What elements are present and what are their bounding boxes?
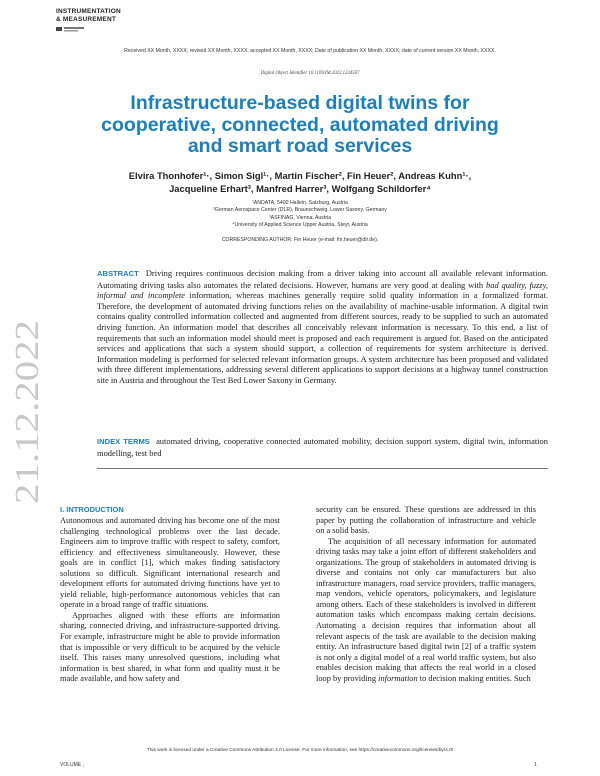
index-terms-label: INDEX TERMS (97, 437, 150, 446)
abstract-text-italic: bad quality, fuzzy, informal and incomplete (97, 279, 548, 301)
date-stamp-text: 21.12.2022 (9, 351, 46, 504)
abstract-text-1: Driving requires continuous decision making from a driver taking into account all available relevant information. Automating driving tasks also automates the related decisions. However, humans are very good at dealing with (97, 268, 548, 290)
abstract (97, 268, 548, 386)
logo-text-line2: & MEASUREMENT (56, 16, 117, 23)
volume-label: VOLUME , (60, 762, 84, 768)
author-list (110, 170, 490, 195)
intro-paragraph-4-text-a: The acquisition of all necessary information for automated driving tasks may take a joint effort of different stakeholders and organizations. The group of stakeholders in automated driving is diverse and contains not only car manufacturers but also infrastructure managers, road service providers, traffic managers, map vendors, vehicle operators, policymakers, and legislature among others. Each of these stakeholders is involved in different automation tasks which encompass making certain decisions. Automating a decision requires that information about all relevant aspects of the task are available to the decision making entity. An infrastructure based digital twin [2] of a traffic system is not only a digital model of a real world traffic system, but also enables decision making that affects the real world in a closed loop by providing (316, 536, 536, 683)
affiliation-3: ³ASFINAG, Vienna, Austria (268, 214, 332, 221)
index-terms (97, 436, 548, 458)
column-left (60, 505, 280, 685)
section-divider (97, 468, 548, 469)
date-stamp (2, 310, 48, 510)
doi-line: Digital Object Identifier 10.1109/IM.2022.1234567 (260, 71, 360, 76)
paper-title: Infrastructure-based digital twins for cooperative, connected, automated driving and smart road services (101, 92, 499, 157)
intro-paragraph-4-italic: information (378, 673, 418, 683)
section-heading-introduction: I. INTRODUCTION (60, 505, 124, 514)
journal-logo (56, 8, 126, 38)
corresponding-author: CORRESPONDING AUTHOR: Fin Heuer (e-mail: fin.heuer@dlr.de). (221, 237, 379, 243)
column-right (316, 505, 536, 684)
license-notice: This work is licensed under a Creative Commons Attribution 4.0 License. For more information, see https://creativecommons.org/licenses/by/4.0/ (146, 748, 454, 753)
intro-paragraph-2: Approaches aligned with these efforts are information sharing, connected driving, and infrastructure-supported driving. For example, infrastructure might be able to provide information that is impossible or very difficult to be acquired by the vehicle itself. This raises many unresolved questions, including what information is best shared, in what form and quality must it be made available, and how safety and (60, 610, 280, 684)
received-dates: Received XX Month, XXXX; revised XX Month, XXXX; accepted XX Month, XXXX; Date of publication XX Month, XXXX; date of current version XX Month, XXXX. (124, 48, 496, 54)
intro-paragraph-1: Autonomous and automated driving has become one of the most challenging technological problems over the last decade. Engineers aim to improve traffic with respect to safety, comfort, efficiency and effectiveness simultaneously. However, these goals are in conflict [1], which makes finding satisfactory solutions so difficult. Significant international research and development efforts for automated driving functions have yet to yield reliable, high-performance autonomous vehicles that can operate in a broad range of traffic situations. (60, 516, 280, 610)
author-line-1: Elvira Thonhofer¹·, Simon Sigl¹·, Martin Fischer², Fin Heuer², Andreas Kuhn¹·, (128, 170, 472, 181)
affiliation-2: ²German Aerospace Center (DLR), Braunschweig, Lower Saxony, Germany (213, 207, 387, 214)
abstract-text-2: information, whereas machines generally require solid quality information in a formalized format. Therefore, the development of automated driving functions relies on the availability of machine-usable information. A digital twin contains quality controlled information collected and augmented from different sources, ready to be supplied to such an automated driving function. An information model that describes all conceivably relevant information is necessary. To this end, a list of requirements that such an information model should meet is proposed and each requirement is argued for. Based on the anticipated services and applications that such a system should support, a collection of requirements for system architecture is derived. Information modeling is performed for selected relevant information groups. A system architecture has been proposed and validated with three different implementations, addressing several different applications to support decisions at a highway tunnel construction site in Austria and throughout the Test Bed Lower Saxony in Germany. (97, 290, 549, 385)
affiliation-1: ¹ANDATA, 5400 Hallein, Salzburg, Austria (252, 200, 348, 206)
logo-text-line1: INSTRUMENTATION (56, 8, 121, 15)
intro-paragraph-4-text-b: to decision making entities. Such (417, 673, 531, 683)
author-line-2: Jacqueline Erhart³, Manfred Harrer³, Wolfgang Schildorfer⁴ (169, 182, 431, 194)
affiliation-4: ⁴University of Applied Science Upper Austria, Steyr, Austria (232, 221, 368, 228)
intro-paragraph-3: security can be ensured. These questions are addressed in this paper by putting the collaboration of infrastructure and vehicle on a solid basis. (316, 505, 536, 536)
page-number: 1 (534, 762, 537, 768)
logo-graphic-icon (56, 24, 116, 34)
abstract-label: ABSTRACT (97, 269, 139, 278)
index-terms-text: automated driving, cooperative connected automated mobility, decision support system, digital twin, information modelling, test bed (97, 436, 548, 458)
intro-paragraph-4 (316, 537, 536, 685)
affiliations (130, 200, 470, 229)
